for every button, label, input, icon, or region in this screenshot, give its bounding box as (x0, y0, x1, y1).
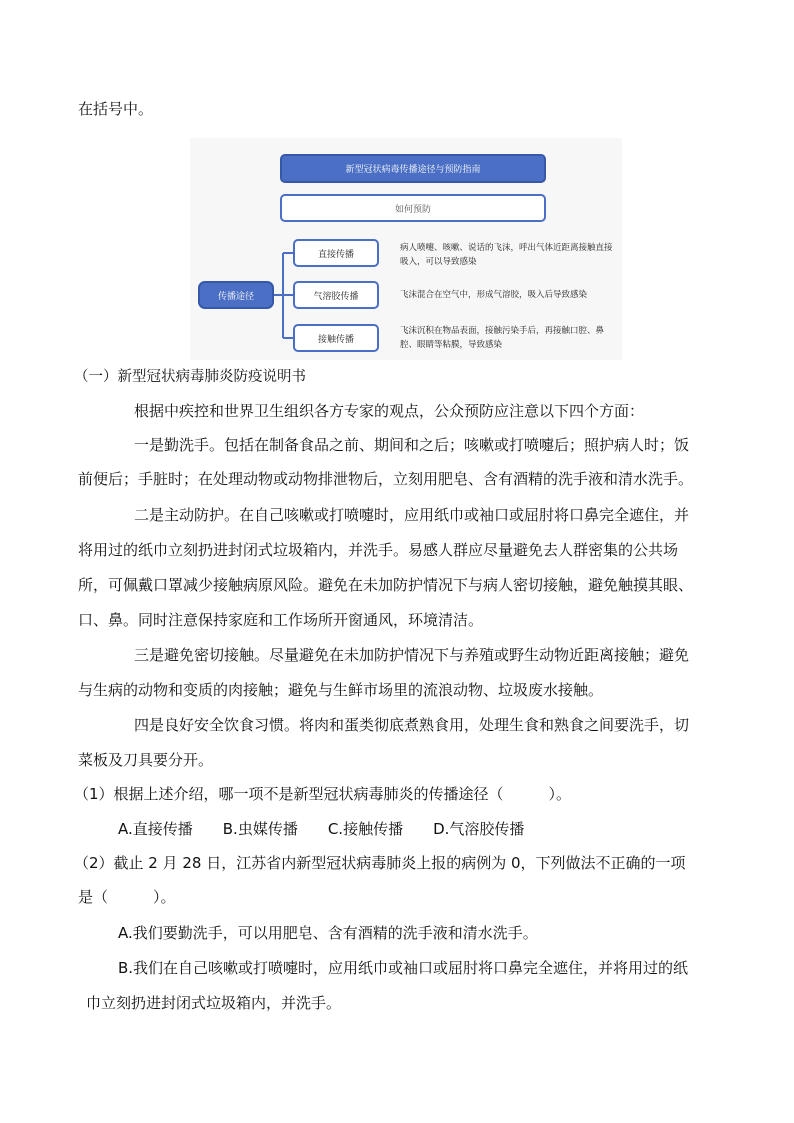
intro-tail: 在括号中。 (78, 100, 154, 118)
diagram-title: 新型冠状病毒传播途径与预防指南 (280, 154, 546, 183)
option-b-cont: 巾立刻扔进封闭式垃圾箱内，并洗手。 (86, 994, 342, 1012)
text-line: 二是主动防护。在自己咳嗽或打喷嚏时，应用纸巾或袖口或屈肘将口鼻完全遮住，并 (134, 506, 690, 524)
text-line: 根据中疾控和世界卫生组织各方专家的观点，公众预防应注意以下四个方面： (134, 402, 645, 420)
route-contact-desc: 飞沫沉积在物品表面，接触污染手后，再接触口腔、鼻腔、眼睛等粘膜，导致感染 (400, 326, 605, 350)
option-b: B.我们在自己咳嗽或打喷嚏时，应用纸巾或袖口或屈肘将口鼻完全遮住，并将用过的纸 (118, 959, 689, 977)
text-line: 一是勤洗手。包括在制备食品之前、期间和之后；咳嗽或打喷嚏后；照护病人时；饭 (134, 436, 690, 454)
text-line: 将用过的纸巾立刻扔进封闭式垃圾箱内，并洗手。易感人群应尽量避免去人群密集的公共场 (78, 541, 679, 559)
text-line: 菜板及刀具要分开。 (78, 751, 214, 769)
text-line: 前便后；手脏时；在处理动物或动物排泄物后，立刻用肥皂、含有酒精的洗手液和清水洗手。 (78, 470, 694, 488)
text-line: 口、鼻。同时注意保持家庭和工作场所开窗通风，环境清洁。 (78, 611, 484, 629)
diagram-prevent-box: 如何预防 (280, 194, 546, 222)
route-direct-desc: 病人喷嚏、咳嗽、说话的飞沫，呼出气体近距离接触直接吸入，可以导致感染 (400, 243, 613, 267)
route-contact: 接触传播 (293, 324, 379, 352)
diagram-route-label: 传播途径 (198, 281, 274, 309)
question-2-cont: 是（ ）。 (78, 888, 176, 906)
text-line: 所，可佩戴口罩减少接触病原风险。避免在未加防护情况下与病人密切接触，避免触摸其眼、 (78, 576, 694, 594)
route-aerosol: 气溶胶传播 (293, 281, 379, 309)
transmission-diagram (190, 138, 622, 360)
question-1-options: A.直接传播 B.虫媒传播 C.接触传播 D.气溶胶传播 (118, 820, 525, 838)
text-line: 四是良好安全饮食习惯。将肉和蛋类彻底煮熟食用，处理生食和熟食之间要洗手，切 (134, 716, 690, 734)
route-direct: 直接传播 (293, 239, 379, 267)
option-a: A.我们要勤洗手，可以用肥皂、含有酒精的洗手液和清水洗手。 (118, 924, 538, 942)
text-line: 与生病的动物和变质的肉接触；避免与生鲜市场里的流浪动物、垃圾废水接触。 (78, 681, 604, 699)
section-title: （一）新型冠状病毒肺炎防疫说明书 (74, 369, 306, 385)
route-aerosol-desc: 飞沫混合在空气中，形成气溶胶，吸入后导致感染 (400, 290, 588, 300)
text-line: 三是避免密切接触。尽量避免在未加防护情况下与养殖或野生动物近距离接触；避免 (134, 646, 690, 664)
question-1: （1）根据上述介绍，哪一项不是新型冠状病毒肺炎的传播途径（ ）。 (74, 785, 572, 803)
question-2: （2）截止 2 月 28 日，江苏省内新型冠状病毒肺炎上报的病例为 0，下列做法不正确的一项 (74, 854, 686, 872)
